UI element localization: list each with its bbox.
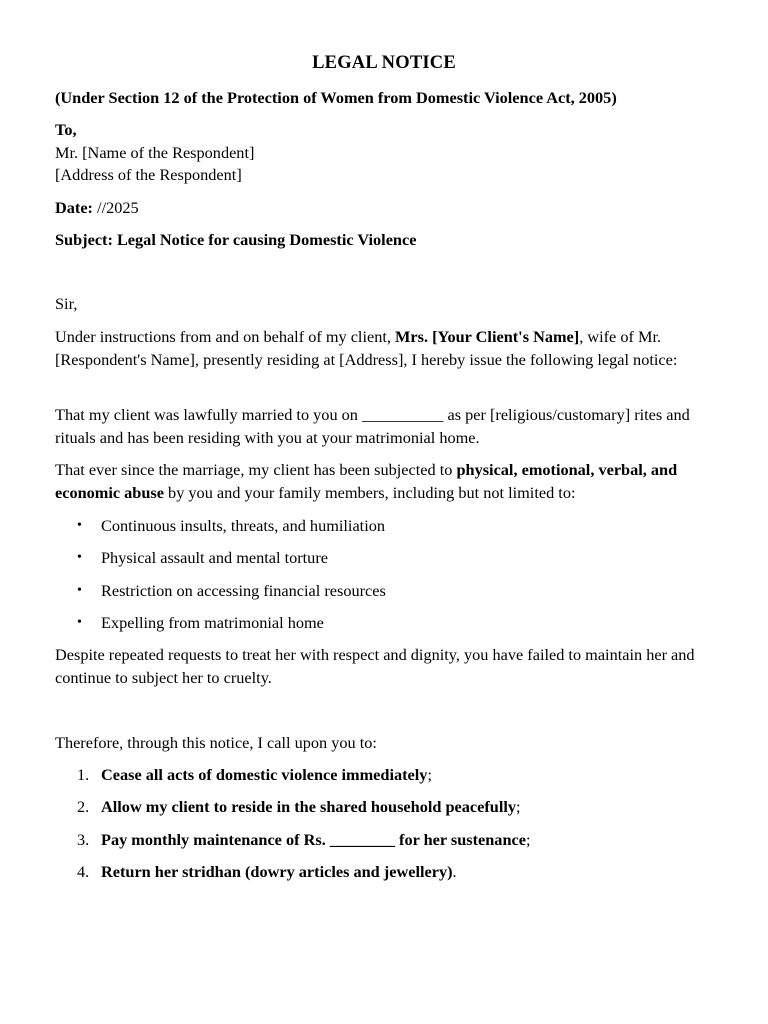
to-label: To, bbox=[55, 120, 77, 139]
demand-suffix: . bbox=[452, 862, 457, 881]
demand-suffix: ; bbox=[427, 765, 432, 784]
bullet-icon: • bbox=[77, 615, 82, 630]
demand-number: 4. bbox=[77, 862, 90, 881]
document-title: LEGAL NOTICE bbox=[312, 53, 456, 73]
subject-line: Subject: Legal Notice for causing Domestic Violence bbox=[55, 230, 417, 249]
paragraph-abuse bbox=[55, 459, 719, 504]
date-label: Date: bbox=[55, 198, 93, 217]
demand-number: 3. bbox=[77, 830, 90, 849]
list-item-text: Expelling from matrimonial home bbox=[101, 613, 324, 632]
demand-number: 2. bbox=[77, 797, 90, 816]
respondent-address: [Address of the Respondent] bbox=[55, 165, 242, 184]
abuse-list bbox=[55, 515, 719, 645]
list-item-text: Restriction on accessing financial resources bbox=[101, 581, 386, 600]
salutation: Sir, bbox=[55, 294, 78, 313]
bullet-icon: • bbox=[77, 518, 82, 533]
list-item-text: Continuous insults, threats, and humiliation bbox=[101, 516, 386, 535]
demand-text: Return her stridhan (dowry articles and jewellery) bbox=[101, 862, 453, 881]
paragraph-call-upon: Therefore, through this notice, I call upon you to: bbox=[55, 733, 377, 752]
para3-pre: That ever since the marriage, my client has been subjected to bbox=[55, 460, 457, 479]
bullet-icon: • bbox=[77, 583, 82, 598]
date-line bbox=[55, 197, 719, 220]
paragraph-marriage: That my client was lawfully married to you on __________ as per [religious/customary] rites and rituals and has been residing with you at your matrimonial home. bbox=[55, 405, 690, 447]
demand-number: 1. bbox=[77, 765, 90, 784]
demand-text: Cease all acts of domestic violence immediately bbox=[101, 765, 428, 784]
bullet-icon: • bbox=[77, 550, 82, 565]
para1-post: , wife of Mr. [Respondent's Name], presently residing at [Address], I hereby issue the following legal notice: bbox=[55, 327, 678, 369]
demand-text: Allow my client to reside in the shared household peacefully bbox=[101, 797, 517, 816]
abuse-types: physical, emotional, verbal, and economic abuse bbox=[55, 460, 678, 502]
document-subtitle: (Under Section 12 of the Protection of Women from Domestic Violence Act, 2005) bbox=[55, 88, 617, 107]
para1-pre: Under instructions from and on behalf of my client, bbox=[55, 327, 396, 346]
respondent-name: Mr. [Name of the Respondent] bbox=[55, 143, 255, 162]
client-name: Mrs. [Your Client's Name] bbox=[395, 327, 580, 346]
paragraph-cruelty: Despite repeated requests to treat her with respect and dignity, you have failed to maintain her and continue to subject her to cruelty. bbox=[55, 645, 695, 687]
demands-list bbox=[55, 764, 719, 894]
demand-text: Pay monthly maintenance of Rs. ________ for her sustenance bbox=[101, 830, 526, 849]
demand-suffix: ; bbox=[525, 830, 531, 849]
demand-suffix: ; bbox=[516, 797, 521, 816]
list-item-text: Physical assault and mental torture bbox=[101, 548, 328, 567]
para3-post: by you and your family members, including but not limited to: bbox=[163, 482, 576, 502]
date-value: //2025 bbox=[92, 198, 139, 217]
paragraph-client-instructions bbox=[55, 326, 719, 371]
